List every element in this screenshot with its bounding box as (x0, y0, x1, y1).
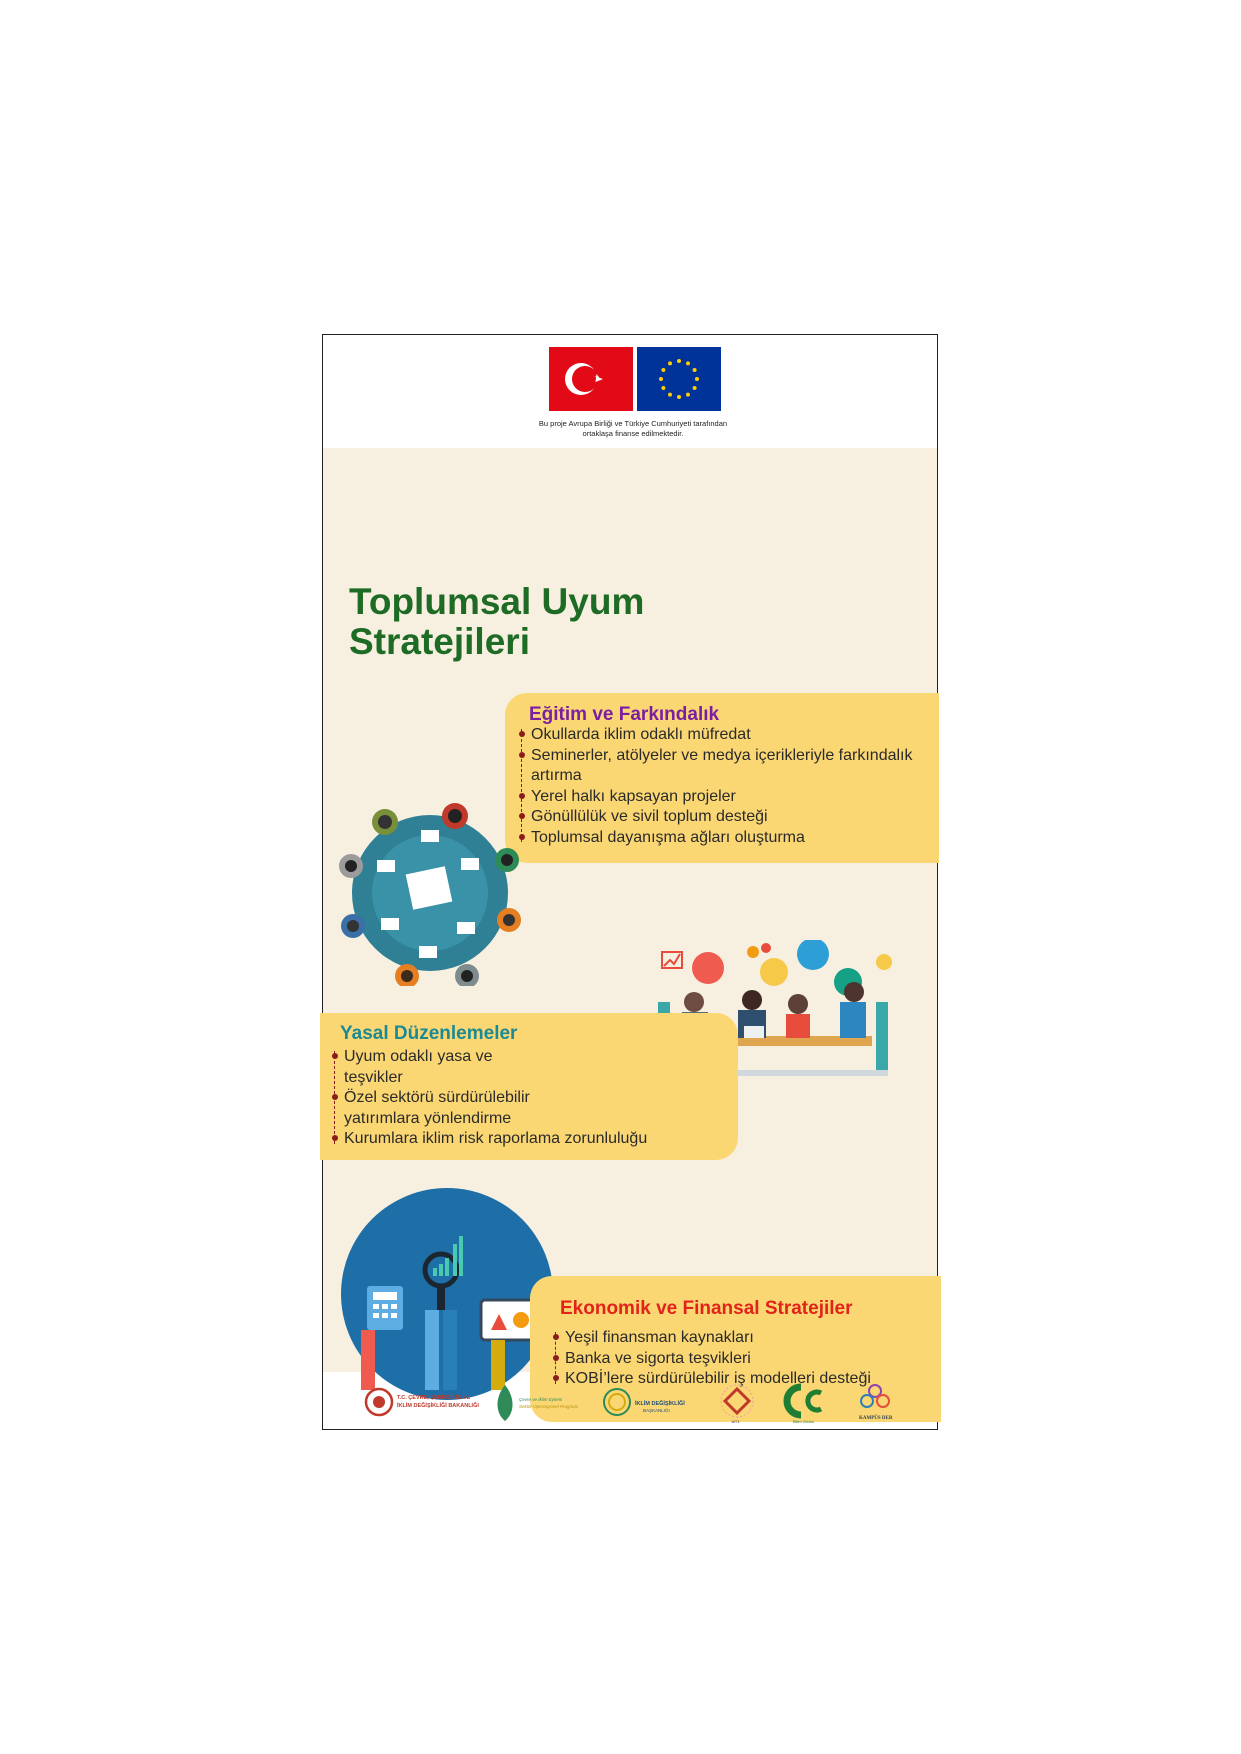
eu-flag-icon (637, 347, 721, 411)
finance-illustration (341, 1188, 553, 1400)
list-item: Özel sektörü sürdürülebilir yatırımlara yönlendirme (334, 1088, 554, 1129)
cc-group-logo (779, 1379, 831, 1425)
list-item: Uyum odaklı yasa ve teşvikler (334, 1047, 554, 1088)
svg-text:İKLİM DEĞİŞİKLİĞİ BAKANLIĞI: İKLİM DEĞİŞİKLİĞİ BAKANLIĞI (397, 1403, 479, 1409)
list-item: Yeşil finansman kaynakları (555, 1328, 935, 1349)
list-item: Seminerler, atölyeler ve medya içerikleriyle farkındalık artırma (521, 746, 931, 787)
section-title: Ekonomik ve Finansal Stratejiler (560, 1298, 853, 1319)
section-title: Eğitim ve Farkındalık (529, 704, 720, 725)
list-item: Okullarda iklim odaklı müfredat (521, 725, 931, 746)
list-item: KOBİ’lere sürdürülebilir iş modelleri desteği (555, 1369, 935, 1390)
svg-text:Bilim Grubu: Bilim Grubu (793, 1419, 814, 1424)
ministry-logo (363, 1379, 483, 1425)
page-title: Toplumsal Uyum Stratejileri (349, 581, 645, 662)
program-logo (493, 1379, 593, 1425)
content-panel (323, 448, 937, 1387)
svg-text:İKLİM DEĞİŞİKLİĞİ: İKLİM DEĞİŞİKLİĞİ (635, 1401, 685, 1407)
poster (322, 334, 938, 1430)
list-item: Banka ve sigorta teşvikleri (555, 1349, 935, 1370)
svg-text:Çevre ve İklim Eylemi: Çevre ve İklim Eylemi (519, 1397, 563, 1402)
section-list (334, 1047, 648, 1150)
municipality-logo (717, 1379, 757, 1425)
list-item: Toplumsal dayanışma ağları oluşturma (521, 828, 931, 849)
list-item: Gönüllülük ve sivil toplum desteği (521, 807, 931, 828)
climate-office-logo (601, 1379, 701, 1425)
section-title: Yasal Düzenlemeler (340, 1023, 518, 1044)
section-list (521, 725, 931, 848)
partner-logos (323, 1373, 937, 1429)
funding-flags (549, 347, 721, 411)
eu-funding-caption: Bu proje Avrupa Birliği ve Türkiye Cumhuriyeti tarafından ortaklaşa finanse edilmektedir. (538, 419, 728, 438)
svg-text:T.C. ÇEVRE, ŞEHİRCİLİK VE: T.C. ÇEVRE, ŞEHİRCİLİK VE (397, 1395, 471, 1401)
kampus-der-logo (853, 1379, 897, 1425)
meeting-table-illustration (337, 800, 523, 986)
section-legal (320, 1013, 738, 1160)
section-education (505, 693, 939, 863)
svg-text:KAMPÜS DER: KAMPÜS DER (859, 1416, 893, 1421)
turkey-flag-icon (549, 347, 633, 411)
svg-text:BAŞKANLIĞI: BAŞKANLIĞI (643, 1408, 670, 1413)
svg-text:1871: 1871 (731, 1419, 740, 1424)
list-item: Yerel halkı kapsayan projeler (521, 787, 931, 808)
svg-text:Sektör Operasyonel Programı: Sektör Operasyonel Programı (519, 1404, 579, 1409)
list-item: Kurumlara iklim risk raporlama zorunluluğu (334, 1129, 554, 1150)
